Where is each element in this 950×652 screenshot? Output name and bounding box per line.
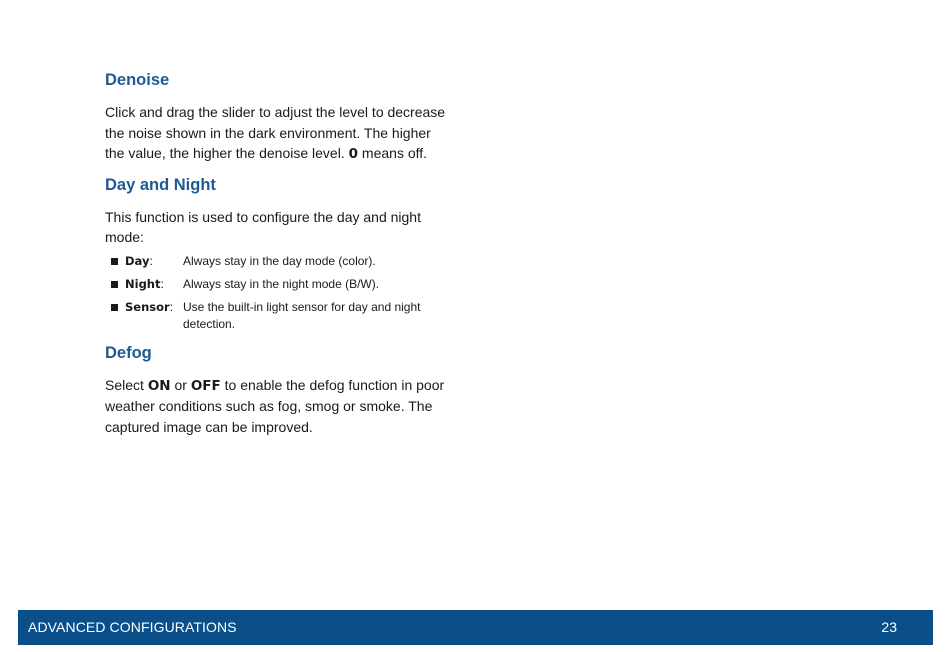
denoise-paragraph: [105, 102, 450, 165]
defog-text-1: Select: [105, 376, 148, 393]
defog-heading: Defog: [105, 343, 152, 362]
page-footer: [18, 610, 933, 645]
mode-term-label: Sensor: [125, 299, 170, 314]
square-bullet-icon: [111, 304, 118, 311]
mode-description: Always stay in the night mode (B/W).: [183, 276, 380, 291]
defog-off-option: OFF: [190, 377, 221, 394]
mode-term-label: Day: [125, 253, 150, 268]
square-bullet-icon: [111, 281, 118, 288]
mode-term-colon: :: [149, 253, 153, 268]
list-item-day: [105, 253, 450, 270]
day-night-mode-list: [105, 253, 450, 333]
denoise-text-after: means off.: [358, 145, 428, 161]
defog-on-option: ON: [147, 377, 171, 394]
mode-description: Use the built-in light sensor for day and night detection.: [183, 299, 421, 331]
denoise-text-before: Click and drag the slider to adjust the level to decrease the noise shown in the dark environment. The higher the value, the higher the denoise level.: [105, 104, 446, 161]
mode-term: [125, 253, 183, 270]
defog-text-3: to enable the defog function in poor weather conditions such as fog, smog or smoke. The captured image can be improved.: [105, 376, 445, 435]
defog-text-2: or: [170, 376, 191, 393]
day-night-heading: Day and Night: [105, 175, 216, 194]
mode-term-label: Night: [125, 276, 161, 291]
footer-section-title: ADVANCED CONFIGURATIONS: [28, 619, 237, 635]
mode-term-colon: :: [169, 299, 174, 314]
list-item-sensor: [105, 299, 450, 333]
denoise-heading: Denoise: [105, 71, 170, 89]
mode-term-colon: :: [160, 276, 164, 291]
mode-term: [125, 299, 183, 333]
defog-paragraph: [105, 375, 450, 438]
list-item-night: [105, 276, 450, 293]
manual-content: [105, 68, 450, 437]
mode-term: [125, 276, 183, 293]
denoise-off-value: 0: [348, 146, 359, 162]
day-night-intro: This function is used to configure the day and night mode:: [105, 208, 421, 245]
square-bullet-icon: [111, 258, 118, 265]
page-number: 23: [881, 619, 897, 635]
mode-description: Always stay in the day mode (color).: [183, 253, 376, 268]
